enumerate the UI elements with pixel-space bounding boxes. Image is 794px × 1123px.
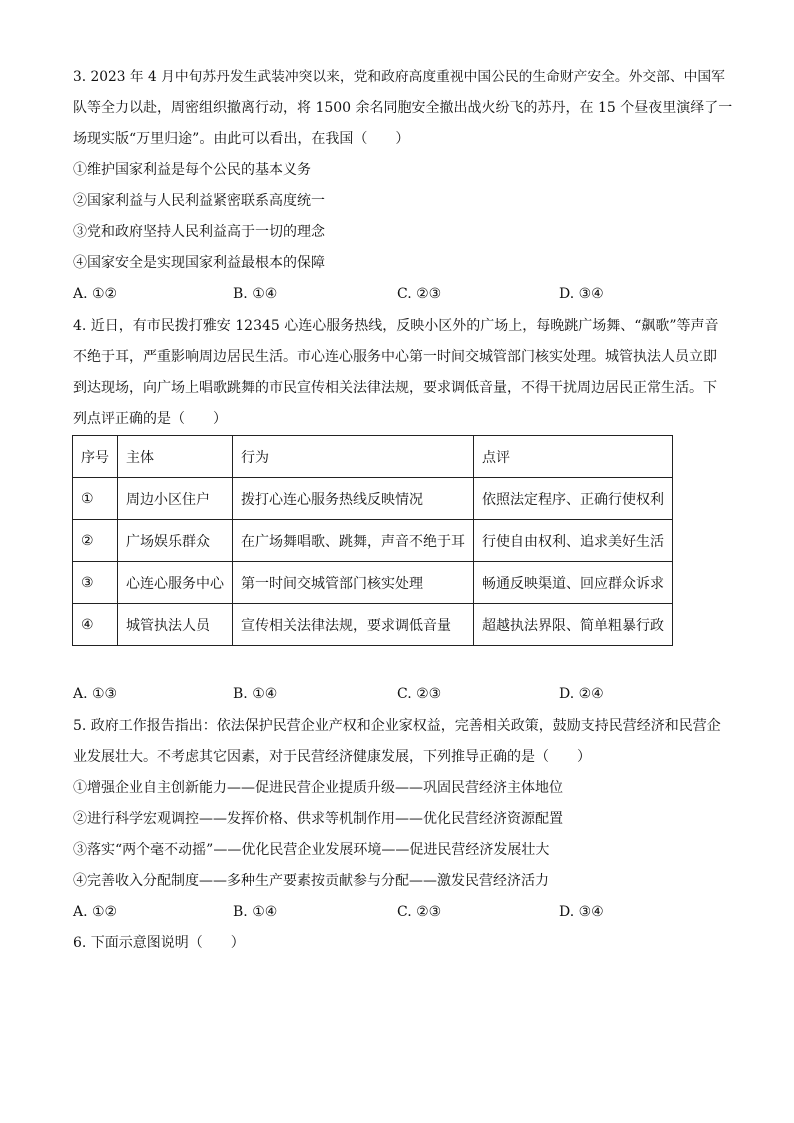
table-row [73, 478, 673, 520]
table-cell: 第一时间交城管部门核实处理 [233, 562, 474, 604]
q3-statement-1: ①维护国家利益是每个公民的基本义务 [73, 162, 311, 178]
q4-stem-line-3: 到达现场，向广场上唱歌跳舞的市民宣传相关法律法规，要求调低音量，不得干扰周边居民正常生活。下 [73, 380, 717, 396]
q5-statement-2: ②进行科学宏观调控——发挥价格、供求等机制作用——优化民营经济资源配置 [73, 811, 563, 827]
q3-statement-3: ③党和政府坚持人民利益高于一切的理念 [73, 224, 325, 240]
table-cell: 在广场舞唱歌、跳舞，声音不绝于耳 [233, 520, 474, 562]
table-cell: 城管执法人员 [118, 604, 233, 646]
q4-evaluation-table [72, 435, 673, 646]
table-cell: ④ [73, 604, 118, 646]
q5-statement-1: ①增强企业自主创新能力——促进民营企业提质升级——巩固民营经济主体地位 [73, 780, 563, 796]
q6-stem-line-1: 6. 下面示意图说明（ ） [73, 935, 245, 951]
table-row [73, 562, 673, 604]
table-cell: 广场娱乐群众 [118, 520, 233, 562]
q3-options [73, 284, 733, 304]
table-cell: 依照法定程序、正确行使权利 [474, 478, 673, 520]
q4-option-d[interactable]: D. ②④ [559, 686, 604, 702]
table-cell: 行使自由权利、追求美好生活 [474, 520, 673, 562]
table-header-cell: 主体 [118, 436, 233, 478]
table-cell: 拨打心连心服务热线反映情况 [233, 478, 474, 520]
q5-option-b[interactable]: B. ①④ [233, 904, 278, 920]
table-cell: ① [73, 478, 118, 520]
q5-stem-line-1: 5. 政府工作报告指出：依法保护民营企业产权和企业家权益，完善相关政策，鼓励支持民营经济和民营企 [73, 718, 721, 734]
table-cell: 周边小区住户 [118, 478, 233, 520]
table-header-cell: 序号 [73, 436, 118, 478]
table-row [73, 520, 673, 562]
q4-option-a[interactable]: A. ①③ [73, 686, 118, 702]
q3-option-b[interactable]: B. ①④ [233, 286, 278, 302]
table-cell: 畅通反映渠道、回应群众诉求 [474, 562, 673, 604]
q3-stem-line-2: 队等全力以赴，周密组织撤离行动，将 1500 余名同胞安全撤出战火纷飞的苏丹，在 15 个昼夜里演绎了一 [73, 100, 733, 116]
q3-statement-2: ②国家利益与人民利益紧密联系高度统一 [73, 193, 325, 209]
q3-option-c[interactable]: C. ②③ [397, 286, 442, 302]
q5-stem-line-2: 业发展壮大。不考虑其它因素，对于民营经济健康发展，下列推导正确的是（ ） [73, 749, 591, 765]
table-cell: 心连心服务中心 [118, 562, 233, 604]
q5-statement-3: ③落实“两个毫不动摇”——优化民营企业发展环境——促进民营经济发展壮大 [73, 842, 550, 858]
q4-option-c[interactable]: C. ②③ [397, 686, 442, 702]
table-header-row [73, 436, 673, 478]
q5-option-a[interactable]: A. ①② [73, 904, 118, 920]
table-header-cell: 行为 [233, 436, 474, 478]
q4-options [73, 684, 733, 704]
q5-statement-4: ④完善收入分配制度——多种生产要素按贡献参与分配——激发民营经济活力 [73, 873, 549, 889]
q4-stem-line-4: 列点评正确的是（ ） [73, 411, 227, 427]
q5-option-d[interactable]: D. ③④ [559, 904, 604, 920]
q5-options [73, 902, 733, 922]
table-cell: 宣传相关法律法规，要求调低音量 [233, 604, 474, 646]
q3-option-a[interactable]: A. ①② [73, 286, 118, 302]
q3-stem-line-1: 3. 2023 年 4 月中旬苏丹发生武装冲突以来，党和政府高度重视中国公民的生命财产安全。外交部、中国军 [73, 69, 725, 85]
q3-stem-line-3: 场现实版“万里归途”。由此可以看出，在我国（ ） [73, 131, 410, 147]
table-row [73, 604, 673, 646]
q4-stem-line-1: 4. 近日，有市民拨打雅安 12345 心连心服务热线，反映小区外的广场上，每晚跳广场舞、“飙歌”等声音 [73, 318, 719, 334]
q3-statement-4: ④国家安全是实现国家利益最根本的保障 [73, 255, 325, 271]
table-cell: 超越执法界限、简单粗暴行政 [474, 604, 673, 646]
q4-stem-line-2: 不绝于耳，严重影响周边居民生活。市心连心服务中心第一时间交城管部门核实处理。城管执法人员立即 [73, 349, 717, 365]
table-cell: ② [73, 520, 118, 562]
table-cell: ③ [73, 562, 118, 604]
q5-option-c[interactable]: C. ②③ [397, 904, 442, 920]
q3-option-d[interactable]: D. ③④ [559, 286, 604, 302]
table-header-cell: 点评 [474, 436, 673, 478]
q4-option-b[interactable]: B. ①④ [233, 686, 278, 702]
